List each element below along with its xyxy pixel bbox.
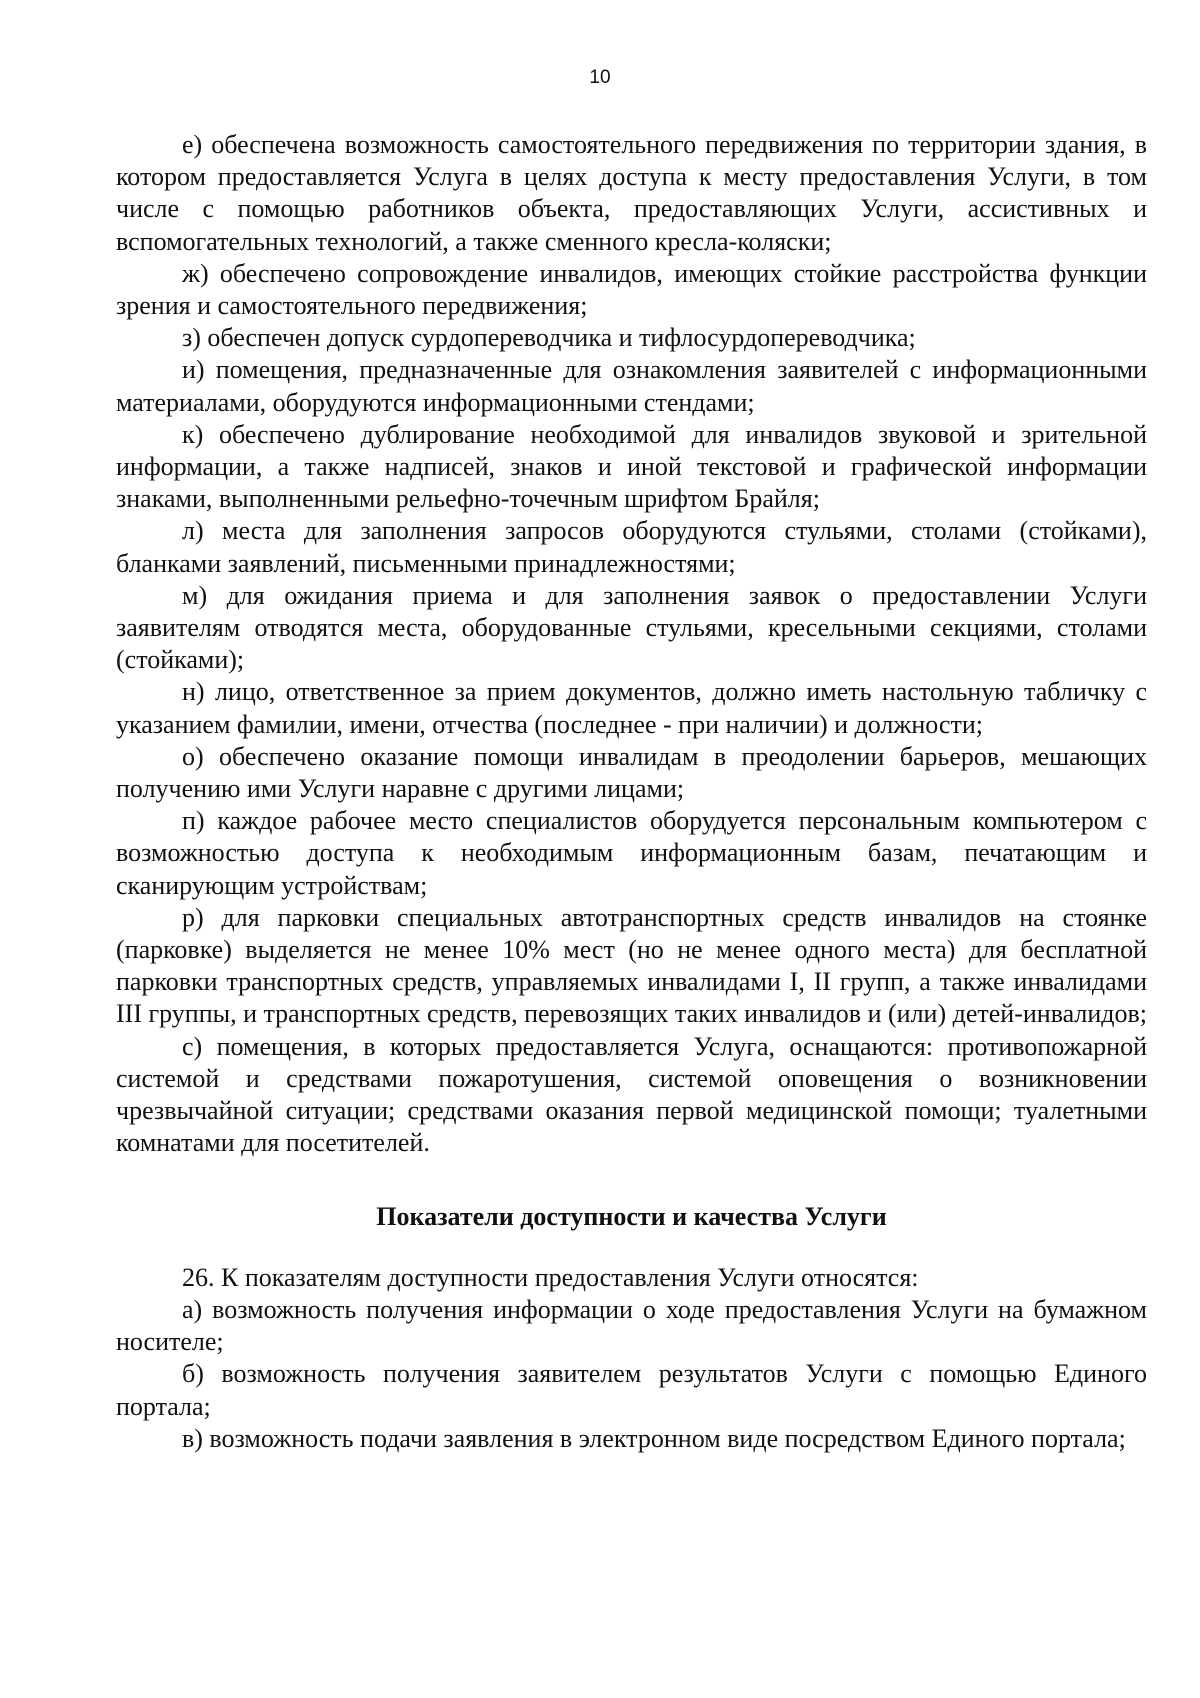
paragraph-item-s: с) помещения, в которых предоставляется Услуга, оснащаются: противопожарной системой и средствами пожаротушения, системой оповещения о возникновении чрезвычайной ситуации; средствами оказания первой медицинской помощи; туалетными комнатами для посетителей. [116,1031,1147,1158]
paragraph-item-b: б) возможность получения заявителем результатов Услуги с помощью Единого портала; [116,1359,1147,1421]
paragraph-item-l: л) места для заполнения запросов оборудуются стульями, столами (стойками), бланками заявлений, письменными принадлежностями; [116,516,1147,578]
paragraph-item-e: е) обеспечена возможность самостоятельного передвижения по территории здания, в котором предоставляется Услуга в целях доступа к месту предоставления Услуги, в том числе с помощью работников объекта, предоставляющих Услуги, ассистивных и вспомогательных технологий, а также сменного кресла-коляски; [116,130,1147,256]
paragraph-item-i: и) помещения, предназначенные для ознакомления заявителей с информационными материалами, оборудуются информационными стендами; [116,355,1147,417]
paragraph-clause-26: 26. К показателям доступности предоставления Услуги относятся: [182,1262,919,1292]
paragraph-item-n: н) лицо, ответственное за прием документов, должно иметь настольную табличку с указанием фамилии, имени, отчества (последнее - при наличии) и должности; [116,677,1147,739]
paragraph-item-z: з) обеспечен допуск сурдопереводчика и тифлосурдопереводчика; [182,323,916,353]
paragraph-item-a: а) возможность получения информации о ходе предоставления Услуги на бумажном носителе; [116,1294,1147,1357]
paragraph-item-zh: ж) обеспечено сопровождение инвалидов, имеющих стойкие расстройства функции зрения и самостоятельного передвижения; [116,258,1147,321]
document-body [116,129,1147,1455]
paragraph-item-p: п) каждое рабочее место специалистов оборудуется персональным компьютером с возможностью доступа к необходимым информационным базам, печатающим и сканирующим устройствам; [116,806,1147,900]
paragraph-item-r: р) для парковки специальных автотранспортных средств инвалидов на стоянке (парковке) выделяется не менее 10% мест (но не менее одного места) для бесплатной парковки транспортных средств, управляемых инвалидами I, II групп, а также инвалидами III группы, и транспортных средств, перевозящих таких инвалидов и (или) детей-инвалидов; [116,902,1148,1029]
section-heading: Показатели доступности и качества Услуги [376,1201,887,1231]
paragraph-item-m: м) для ожидания приема и для заполнения заявок о предоставлении Услуги заявителям отводятся места, оборудованные стульями, кресельными секциями, столами (стойками); [116,580,1147,675]
paragraph-item-k: к) обеспечено дублирование необходимой для инвалидов звуковой и зрительной информации, а также надписей, знаков и иной текстовой и графической информации знаками, выполненными рельефно-точечным шрифтом Брайля; [116,419,1147,514]
page-number: 10 [589,67,611,88]
paragraph-item-v: в) возможность подачи заявления в электронном виде посредством Единого портала; [182,1423,1126,1453]
paragraph-item-o: о) обеспечено оказание помощи инвалидам в преодолении барьеров, мешающих получению ими Услуги наравне с другими лицами; [116,741,1147,804]
